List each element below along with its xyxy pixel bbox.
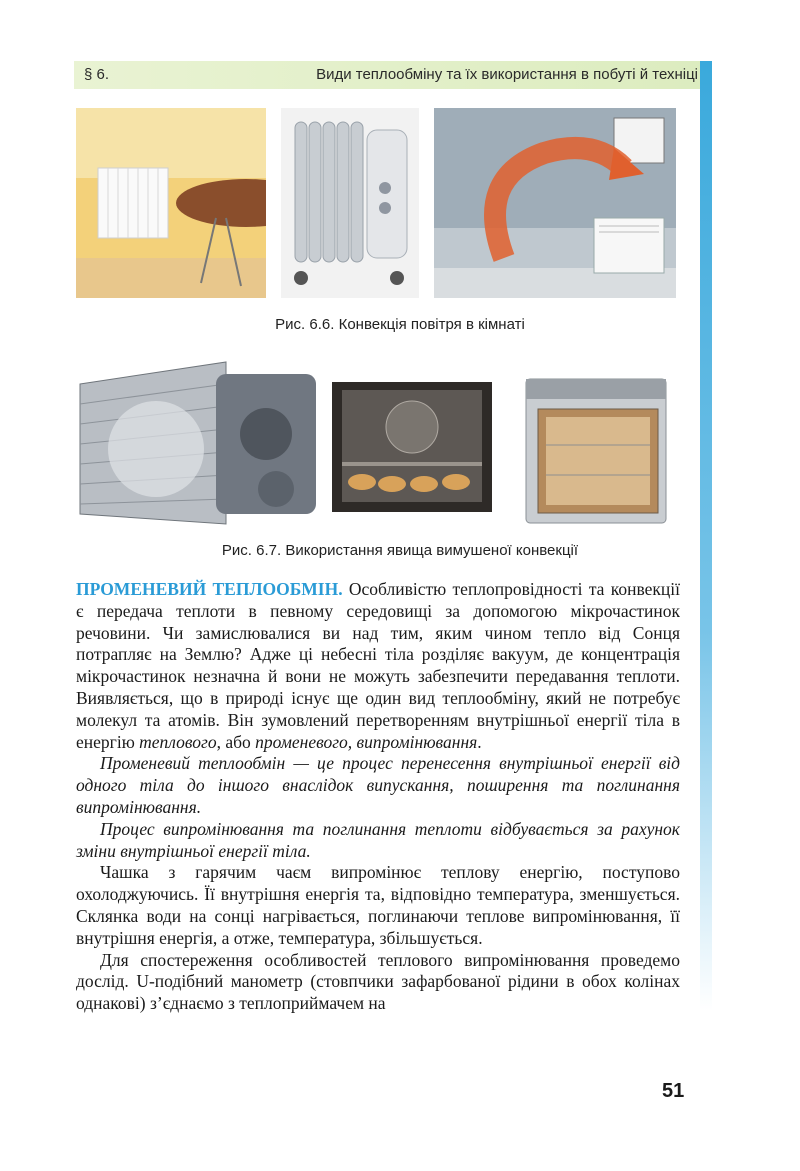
radiator-in-room-photo xyxy=(76,108,266,298)
figure-6-7-caption: Рис. 6.7. Використання явища вимушеної конвекції xyxy=(221,542,579,559)
paragraph-text: , або xyxy=(216,731,256,752)
drying-oven-photo xyxy=(522,375,672,527)
definition-paragraph: Променевий теплообмін — це процес перенесення внутрішньої енергії від одного тіла до іншого внаслідок випускання, поширення та поглинання випромінювання. xyxy=(76,753,680,817)
section-heading: ПРОМЕНЕВИЙ ТЕПЛООБМІН. xyxy=(76,579,343,599)
engine-radiator-photo xyxy=(76,354,322,534)
section-number: § 6. xyxy=(84,66,110,83)
italic-term: теплового xyxy=(139,731,217,752)
side-color-stripe xyxy=(700,61,712,1011)
paragraph-radiative-intro xyxy=(76,579,680,753)
rule-paragraph: Процес випромінювання та поглинання теплоти відбувається за рахунок зміни внутрішньої енергії тіла. xyxy=(76,818,680,861)
paragraph-text: . xyxy=(477,731,482,752)
page-header xyxy=(74,61,708,89)
italic-term: променевого, випромінювання xyxy=(255,731,478,752)
oil-heater-photo xyxy=(281,108,419,298)
section-title: Види теплообміну та їх використання в побуті й техніці xyxy=(316,66,698,83)
experiment-paragraph: Для спостереження особливостей теплового випромінювання проведемо дослід. U-подібний манометр (стовпчики зафарбованої рідини в обох колінах однакові) з’єднаємо з теплоприймачем на xyxy=(76,949,680,1014)
convector-airflow-photo xyxy=(434,108,676,298)
example-paragraph: Чашка з гарячим чаєм випромінює теплову енергію, поступово охолоджуючись. Її внутрішня енергія та, відповідно температура, зменшується. Склянка води на сонці нагрівається, поглинаючи теплове випромінювання, її внутрішня енергія, а отже, температура, збільшується. xyxy=(76,862,680,948)
figure-6-6-caption: Рис. 6.6. Конвекція повітря в кімнаті xyxy=(275,316,525,333)
convection-oven-photo xyxy=(332,382,492,512)
page-number: 51 xyxy=(662,1080,685,1102)
paragraph-text: Особливістю теплопровідності та конвекції є передача теплоти в певному середовищі за допомогою мікрочастинок речовини. Чи замислювалися ви над тим, яким чином тепло від Сонця потрапляє на Землю? Адже ці небесні тіла розділяє вакуум, де концентрація мікрочастинок незначна й вони не можуть забезпечити передавання теплоти. Виявляється, що в природі існує ще один вид теплообміну, який не потребує молекул та атомів. Він зумовлений перетворенням внутрішньої енергії тіла в енергію xyxy=(76,579,680,752)
body-text xyxy=(76,579,680,1015)
